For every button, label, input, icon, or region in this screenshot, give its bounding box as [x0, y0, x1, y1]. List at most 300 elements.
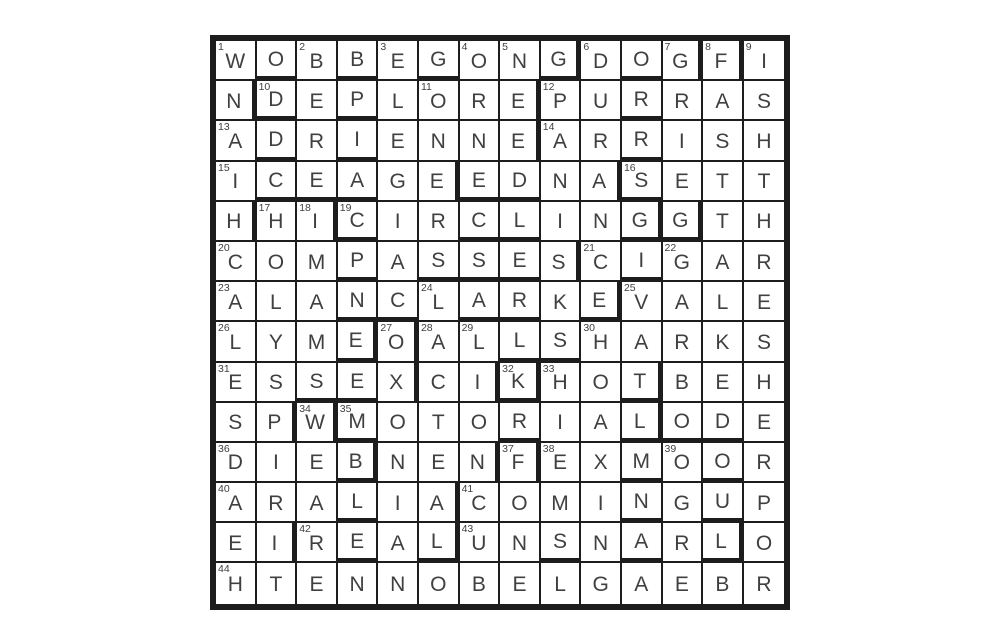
cell-r1c7[interactable] — [460, 41, 501, 81]
clue-number: 28 — [420, 322, 433, 335]
cell-letter: C — [593, 250, 609, 274]
cell-r7c14[interactable] — [744, 282, 785, 322]
cell-r12c14[interactable] — [744, 483, 785, 523]
cell-r3c8[interactable] — [500, 121, 541, 161]
clue-number: 41 — [461, 483, 474, 496]
cell-r14c14[interactable] — [744, 563, 785, 603]
cell-letter: N — [471, 129, 487, 153]
cell-r6c11[interactable] — [622, 242, 663, 282]
cell-r12c13[interactable] — [703, 483, 744, 523]
cell-letter: N — [552, 170, 568, 194]
cell-r10c9[interactable] — [541, 403, 582, 443]
cell-r6c5[interactable] — [378, 242, 419, 282]
cell-letter: R — [511, 409, 528, 433]
cell-r4c13[interactable] — [703, 162, 744, 202]
cell-r3c6[interactable] — [419, 121, 460, 161]
cell-r14c5[interactable] — [378, 563, 419, 603]
cell-r12c9[interactable] — [541, 483, 582, 523]
cell-r4c11[interactable] — [622, 162, 663, 202]
cell-r8c8[interactable] — [500, 322, 541, 362]
cell-letter: C — [349, 208, 365, 232]
cell-letter: P — [757, 491, 772, 515]
cell-r2c10[interactable] — [581, 81, 622, 121]
cell-r7c1[interactable] — [216, 282, 257, 322]
cell-r6c12[interactable] — [663, 242, 704, 282]
cell-r7c2[interactable] — [257, 282, 298, 322]
cell-r7c7[interactable] — [460, 282, 501, 322]
cell-r9c14[interactable] — [744, 363, 785, 403]
cell-r1c8[interactable] — [500, 41, 541, 81]
cell-r13c1[interactable] — [216, 523, 257, 563]
cell-r6c9[interactable] — [541, 242, 582, 282]
cell-letter: I — [354, 128, 360, 152]
cell-letter: E — [429, 170, 444, 194]
cell-r6c7[interactable] — [460, 242, 501, 282]
cell-r8c7[interactable] — [460, 322, 501, 362]
cell-r10c5[interactable] — [378, 403, 419, 443]
cell-letter: N — [511, 531, 528, 555]
cell-r14c7[interactable] — [460, 563, 501, 603]
cell-r14c1[interactable] — [216, 563, 257, 603]
cell-r12c1[interactable] — [216, 483, 257, 523]
cell-r9c1[interactable] — [216, 363, 257, 403]
cell-r11c8[interactable] — [500, 443, 541, 483]
cell-r14c2[interactable] — [257, 563, 298, 603]
cell-r6c2[interactable] — [257, 242, 298, 282]
cell-letter: P — [267, 411, 282, 435]
cell-letter: P — [553, 89, 568, 113]
cell-r10c14[interactable] — [744, 403, 785, 443]
cell-r5c9[interactable] — [541, 202, 582, 242]
cell-r2c8[interactable] — [500, 81, 541, 121]
cell-r7c4[interactable] — [338, 282, 379, 322]
cell-letter: T — [757, 170, 771, 194]
cell-r4c9[interactable] — [541, 162, 582, 202]
cell-r6c13[interactable] — [703, 242, 744, 282]
cell-letter: A — [674, 290, 689, 314]
cell-r4c2[interactable] — [257, 162, 298, 202]
cell-r7c6[interactable] — [419, 282, 460, 322]
cell-letter: O — [267, 250, 285, 274]
cell-r4c7[interactable] — [460, 162, 501, 202]
cell-r3c12[interactable] — [663, 121, 704, 161]
cell-r4c14[interactable] — [744, 162, 785, 202]
cell-letter: O — [389, 411, 406, 435]
cell-letter: O — [673, 451, 690, 475]
cell-r11c1[interactable] — [216, 443, 257, 483]
cell-r6c6[interactable] — [419, 242, 460, 282]
cell-letter: G — [672, 208, 689, 232]
cell-r11c3[interactable] — [297, 443, 338, 483]
cell-r13c4[interactable] — [338, 523, 379, 563]
cell-letter: E — [309, 573, 324, 597]
cell-letter: L — [430, 530, 443, 554]
cell-letter: I — [557, 411, 563, 435]
cell-r12c10[interactable] — [581, 483, 622, 523]
cell-r14c8[interactable] — [500, 563, 541, 603]
cell-r1c5[interactable] — [378, 41, 419, 81]
clue-number: 19 — [339, 201, 352, 214]
cell-r10c7[interactable] — [460, 403, 501, 443]
cell-r1c6[interactable] — [419, 41, 460, 81]
cell-letter: N — [511, 49, 528, 73]
cell-letter: E — [471, 168, 486, 192]
cell-r9c13[interactable] — [703, 363, 744, 403]
cell-r4c3[interactable] — [297, 162, 338, 202]
cell-r3c14[interactable] — [744, 121, 785, 161]
cell-letter: E — [674, 573, 689, 597]
cell-letter: O — [755, 531, 773, 555]
cell-letter: G — [631, 208, 648, 232]
cell-r5c14[interactable] — [744, 202, 785, 242]
cell-letter: R — [674, 531, 690, 555]
cell-letter: E — [309, 168, 324, 192]
cell-letter: S — [471, 249, 486, 273]
cell-r7c13[interactable] — [703, 282, 744, 322]
cell-r11c13[interactable] — [703, 443, 744, 483]
cell-r10c8[interactable] — [500, 403, 541, 443]
cell-letter: A — [593, 411, 608, 435]
cell-letter: E — [390, 49, 405, 73]
cell-r11c14[interactable] — [744, 443, 785, 483]
cell-r6c4[interactable] — [338, 242, 379, 282]
cell-r12c4[interactable] — [338, 483, 379, 523]
cell-letter: N — [430, 129, 446, 153]
cell-letter: D — [593, 49, 609, 73]
cell-r8c12[interactable] — [663, 322, 704, 362]
cell-r8c14[interactable] — [744, 322, 785, 362]
cell-letter: O — [633, 48, 650, 72]
cell-r4c1[interactable] — [216, 162, 257, 202]
cell-r10c1[interactable] — [216, 403, 257, 443]
cell-r6c14[interactable] — [744, 242, 785, 282]
cell-r5c13[interactable] — [703, 202, 744, 242]
cell-letter: R — [756, 250, 772, 274]
clue-number: 39 — [664, 442, 677, 455]
cell-r1c4[interactable] — [338, 41, 379, 81]
cell-r11c5[interactable] — [378, 443, 419, 483]
cell-r2c12[interactable] — [663, 81, 704, 121]
cell-letter: I — [597, 491, 604, 515]
cell-r11c11[interactable] — [622, 443, 663, 483]
cell-letter: A — [228, 129, 243, 153]
cell-letter: H — [756, 371, 772, 395]
cell-r5c11[interactable] — [622, 202, 663, 242]
cell-letter: A — [390, 531, 405, 555]
cell-r2c11[interactable] — [622, 81, 663, 121]
cell-r4c4[interactable] — [338, 162, 379, 202]
cell-letter: A — [471, 289, 486, 313]
cell-letter: L — [229, 330, 242, 354]
cell-letter: L — [270, 290, 282, 314]
cell-letter: E — [512, 249, 527, 273]
cell-r4c10[interactable] — [581, 162, 622, 202]
cell-r13c7[interactable] — [460, 523, 501, 563]
cell-r11c12[interactable] — [663, 443, 704, 483]
cell-letter: L — [513, 329, 526, 353]
cell-r3c1[interactable] — [216, 121, 257, 161]
cell-r12c3[interactable] — [297, 483, 338, 523]
cell-r1c9[interactable] — [541, 41, 582, 81]
cell-r5c7[interactable] — [460, 202, 501, 242]
cell-letter: T — [633, 369, 647, 393]
cell-r9c3[interactable] — [297, 363, 338, 403]
cell-r10c2[interactable] — [257, 403, 298, 443]
clue-number: 12 — [542, 81, 555, 94]
cell-r6c10[interactable] — [581, 242, 622, 282]
cell-r14c10[interactable] — [581, 563, 622, 603]
cell-r4c12[interactable] — [663, 162, 704, 202]
cell-r6c3[interactable] — [297, 242, 338, 282]
cell-letter: M — [348, 409, 366, 433]
cell-r2c13[interactable] — [703, 81, 744, 121]
cell-r11c7[interactable] — [460, 443, 501, 483]
cell-r2c5[interactable] — [378, 81, 419, 121]
cell-r11c2[interactable] — [257, 443, 298, 483]
cell-r14c9[interactable] — [541, 563, 582, 603]
cell-r10c4[interactable] — [338, 403, 379, 443]
cell-letter: A — [634, 330, 649, 354]
cell-r12c6[interactable] — [419, 483, 460, 523]
cell-letter: A — [228, 491, 243, 515]
cell-r13c6[interactable] — [419, 523, 460, 563]
cell-r14c6[interactable] — [419, 563, 460, 603]
cell-r5c2[interactable] — [257, 202, 298, 242]
cell-r9c4[interactable] — [338, 363, 379, 403]
cell-r5c10[interactable] — [581, 202, 622, 242]
cell-r3c11[interactable] — [622, 121, 663, 161]
cell-r13c10[interactable] — [581, 523, 622, 563]
cell-letter: K — [715, 330, 730, 354]
cell-r6c1[interactable] — [216, 242, 257, 282]
clue-number: 29 — [461, 322, 474, 335]
crossword-grid — [210, 35, 790, 610]
cell-r9c9[interactable] — [541, 363, 582, 403]
cell-r3c3[interactable] — [297, 121, 338, 161]
cell-letter: I — [271, 531, 278, 555]
cell-r1c2[interactable] — [257, 41, 298, 81]
cell-r7c12[interactable] — [663, 282, 704, 322]
cell-r5c8[interactable] — [500, 202, 541, 242]
cell-letter: O — [267, 48, 285, 72]
cell-r4c5[interactable] — [378, 162, 419, 202]
cell-r10c3[interactable] — [297, 403, 338, 443]
cell-letter: E — [757, 290, 772, 314]
cell-letter: O — [673, 409, 690, 433]
cell-r11c6[interactable] — [419, 443, 460, 483]
cell-r5c4[interactable] — [338, 202, 379, 242]
cell-letter: E — [350, 369, 365, 393]
cell-letter: O — [714, 449, 731, 473]
cell-letter: R — [633, 128, 649, 152]
cell-r13c12[interactable] — [663, 523, 704, 563]
cell-r1c11[interactable] — [622, 41, 663, 81]
cell-r10c13[interactable] — [703, 403, 744, 443]
cell-r13c13[interactable] — [703, 523, 744, 563]
cell-r13c5[interactable] — [378, 523, 419, 563]
cell-r3c7[interactable] — [460, 121, 501, 161]
cell-letter: I — [232, 170, 239, 194]
cell-letter: O — [511, 491, 528, 515]
cell-r8c10[interactable] — [581, 322, 622, 362]
cell-r1c3[interactable] — [297, 41, 338, 81]
cell-r1c12[interactable] — [663, 41, 704, 81]
cell-r12c7[interactable] — [460, 483, 501, 523]
cell-letter: C — [268, 168, 284, 192]
cell-letter: E — [715, 371, 730, 395]
cell-r8c4[interactable] — [338, 322, 379, 362]
cell-letter: E — [431, 451, 446, 475]
cell-r8c13[interactable] — [703, 322, 744, 362]
cell-r10c12[interactable] — [663, 403, 704, 443]
cell-r2c3[interactable] — [297, 81, 338, 121]
cell-r12c12[interactable] — [663, 483, 704, 523]
cell-letter: N — [226, 89, 242, 113]
cell-r5c5[interactable] — [378, 202, 419, 242]
cell-letter: S — [431, 249, 446, 273]
cell-r12c5[interactable] — [378, 483, 419, 523]
cell-r7c9[interactable] — [541, 282, 582, 322]
cell-r4c6[interactable] — [419, 162, 460, 202]
cell-r3c10[interactable] — [581, 121, 622, 161]
cell-r7c5[interactable] — [378, 282, 419, 322]
cell-r14c11[interactable] — [622, 563, 663, 603]
clue-number: 24 — [420, 282, 433, 295]
cell-r12c11[interactable] — [622, 483, 663, 523]
cell-r6c8[interactable] — [500, 242, 541, 282]
cell-r9c6[interactable] — [419, 363, 460, 403]
cell-r2c4[interactable] — [338, 81, 379, 121]
cell-r9c2[interactable] — [257, 363, 298, 403]
cell-letter: C — [471, 491, 487, 515]
cell-letter: E — [350, 530, 365, 554]
cell-letter: E — [228, 531, 243, 555]
cell-r10c11[interactable] — [622, 403, 663, 443]
cell-letter: G — [672, 49, 689, 73]
cell-r13c2[interactable] — [257, 523, 298, 563]
cell-r8c3[interactable] — [297, 322, 338, 362]
cell-letter: G — [592, 573, 609, 597]
cell-letter: G — [389, 170, 406, 194]
cell-r8c6[interactable] — [419, 322, 460, 362]
cell-letter: W — [305, 411, 325, 435]
cell-r1c1[interactable] — [216, 41, 257, 81]
cell-r14c13[interactable] — [703, 563, 744, 603]
cell-letter: S — [228, 411, 243, 435]
cell-r8c9[interactable] — [541, 322, 582, 362]
cell-letter: H — [756, 210, 772, 234]
cell-r12c2[interactable] — [257, 483, 298, 523]
cell-r2c2[interactable] — [257, 81, 298, 121]
cell-letter: E — [348, 329, 363, 353]
cell-r3c2[interactable] — [257, 121, 298, 161]
cell-r4c8[interactable] — [500, 162, 541, 202]
cell-letter: G — [673, 491, 690, 515]
cell-r11c4[interactable] — [338, 443, 379, 483]
cell-r13c3[interactable] — [297, 523, 338, 563]
cell-r9c7[interactable] — [460, 363, 501, 403]
cell-r11c9[interactable] — [541, 443, 582, 483]
cell-r3c9[interactable] — [541, 121, 582, 161]
cell-r3c4[interactable] — [338, 121, 379, 161]
cell-r8c1[interactable] — [216, 322, 257, 362]
cell-r5c12[interactable] — [663, 202, 704, 242]
cell-letter: D — [268, 128, 284, 152]
cell-r13c11[interactable] — [622, 523, 663, 563]
cell-r2c14[interactable] — [744, 81, 785, 121]
cell-r7c3[interactable] — [297, 282, 338, 322]
cell-r3c13[interactable] — [703, 121, 744, 161]
cell-letter: C — [471, 208, 487, 232]
cell-letter: R — [674, 330, 690, 354]
cell-r2c9[interactable] — [541, 81, 582, 121]
cell-r7c8[interactable] — [500, 282, 541, 322]
cell-r13c14[interactable] — [744, 523, 785, 563]
cell-r9c12[interactable] — [663, 363, 704, 403]
cell-r2c6[interactable] — [419, 81, 460, 121]
cell-letter: E — [553, 451, 568, 475]
cell-r11c10[interactable] — [581, 443, 622, 483]
cell-r13c9[interactable] — [541, 523, 582, 563]
cell-r1c14[interactable] — [744, 41, 785, 81]
cell-r14c3[interactable] — [297, 563, 338, 603]
cell-r2c1[interactable] — [216, 81, 257, 121]
cell-r9c8[interactable] — [500, 363, 541, 403]
cell-r7c11[interactable] — [622, 282, 663, 322]
cell-letter: I — [272, 451, 279, 475]
cell-r5c3[interactable] — [297, 202, 338, 242]
cell-r7c10[interactable] — [581, 282, 622, 322]
cell-letter: F — [714, 49, 728, 73]
cell-r5c1[interactable] — [216, 202, 257, 242]
cell-r14c12[interactable] — [663, 563, 704, 603]
cell-letter: N — [633, 490, 649, 514]
cell-r5c6[interactable] — [419, 202, 460, 242]
cell-r8c2[interactable] — [257, 322, 298, 362]
cell-r9c11[interactable] — [622, 363, 663, 403]
cell-letter: T — [269, 573, 283, 597]
cell-letter: E — [592, 289, 607, 313]
cell-r10c10[interactable] — [581, 403, 622, 443]
cell-r8c11[interactable] — [622, 322, 663, 362]
cell-r12c8[interactable] — [500, 483, 541, 523]
clue-number: 43 — [461, 523, 474, 536]
cell-r10c6[interactable] — [419, 403, 460, 443]
cell-letter: A — [309, 290, 324, 314]
cell-letter: A — [350, 168, 365, 192]
cell-r13c8[interactable] — [500, 523, 541, 563]
cell-letter: L — [513, 208, 526, 232]
cell-letter: R — [268, 491, 284, 515]
cell-r3c5[interactable] — [378, 121, 419, 161]
clue-number: 10 — [258, 81, 271, 94]
cell-letter: E — [757, 411, 772, 435]
cell-r1c10[interactable] — [581, 41, 622, 81]
cell-letter: A — [228, 290, 243, 314]
cell-letter: E — [512, 573, 527, 597]
cell-r9c10[interactable] — [581, 363, 622, 403]
cell-letter: E — [390, 129, 405, 153]
cell-r2c7[interactable] — [460, 81, 501, 121]
cell-r1c13[interactable] — [703, 41, 744, 81]
cell-r14c4[interactable] — [338, 563, 379, 603]
cell-letter: C — [390, 289, 406, 313]
cell-letter: E — [510, 129, 525, 153]
cell-r8c5[interactable] — [378, 322, 419, 362]
clue-number: 5 — [502, 41, 508, 53]
clue-number: 44 — [218, 563, 230, 576]
cell-r9c5[interactable] — [378, 363, 419, 403]
